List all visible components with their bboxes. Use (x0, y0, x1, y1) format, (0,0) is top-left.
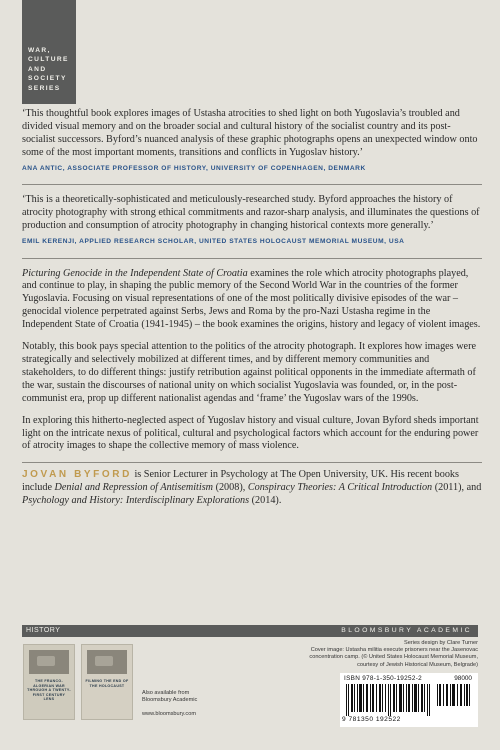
blurb-paragraph: Notably, this book pays special attention to the politics of the atrocity photograph. It explores how images were strategically and selectively mobilized at different times, and by different memory communities and stakeholders, to do different things: justify retribution against political opponents in the immediate aftermath of the war, sustain the discourses of national unity on which socialist Yugoslavia was founded, or, in the post-communist era, prop up different nationalist agendas and ‘frame’ the Yugoslav wars of the 1990s. (22, 341, 476, 404)
credit-line: concentration camp. (© United States Holocaust Memorial Museum, (309, 654, 478, 661)
blurb-paragraph (22, 268, 482, 333)
bio-book: Denial and Repression of Antisemitism (54, 482, 214, 494)
blurb-paragraph: In exploring this hitherto-neglected aspect of Yugoslav history and visual culture, Jovan Byford sheds important light on the intricate nexus of political, cultural and psychological factors which account for the enduring power of atrocity images to shape the collective memory of mass violence. (22, 414, 479, 452)
related-book-title: THE FRANCO-ALGERIAN WAR THROUGH A TWENTY-FIRST CENTURY LENS (27, 679, 71, 702)
endorsement-quote: ‘This thoughtful book explores images of Ustasha atrocities to shed light on both Yugoslavia’s troubled and divided visual memory and on the broader social and cultural history of the socialist country and its post-socialist successors. Byford’s nuanced analysis of these graphic photographs opens an unexpected window onto some of the most important moments, transitions and conflicts in Yugoslav history.’ (22, 108, 478, 158)
series-line: SOCIETY (28, 75, 67, 83)
price-barcode-graphic (437, 684, 471, 706)
series-label (22, 0, 76, 104)
credit-line: Cover image: Ustasha militia execute prisoners near the Jasenovac (310, 647, 478, 654)
back-cover-text (22, 108, 482, 517)
series-line: SERIES (28, 84, 61, 92)
blurb-text: examines the role which atrocity photographs played, and continue to play, in shaping the public memory of the Second World War in the countries of the former Yugoslavia. Focusing on visual representations of one of the most politically divisive episodes of the war – genocidal violence perpetrated against Serbs, Jews and Roma by the pro-Nazi Ustasha regime in the Independent State of Croatia (1941-1945) – the book examines the origins, history and legacy of violent images. (22, 267, 481, 331)
barcode-digits: 9 781350 192522 (342, 716, 401, 723)
author-bio (22, 469, 482, 508)
divider (22, 462, 482, 463)
bio-book: Psychology and History: Interdisciplinary Explorations (22, 495, 250, 507)
cover-photo (29, 650, 69, 674)
bio-book: Conspiracy Theories: A Critical Introduction (247, 482, 433, 494)
divider (22, 184, 482, 185)
price-code: 98000 (454, 675, 472, 682)
cover-photo (87, 650, 127, 674)
barcode-graphic (346, 684, 432, 716)
book-title: Picturing Genocide in the Independent State of Croatia (22, 267, 248, 279)
category-label: HISTORY (26, 627, 61, 634)
category-bar (22, 625, 478, 637)
series-line: CULTURE (28, 56, 69, 64)
bio-text: (2011), and (432, 482, 482, 494)
endorsement-attribution: EMIL KERENJI, APPLIED RESEARCH SCHOLAR, UNITED STATES HOLOCAUST MEMORIAL MUSEUM, USA (22, 237, 405, 245)
cover-credits (278, 640, 478, 669)
also-available-line: Also available from (142, 690, 190, 696)
related-book-cover (82, 645, 132, 719)
related-book-title: FILMING THE END OF THE HOLOCAUST (85, 679, 129, 688)
related-book-cover (24, 645, 74, 719)
publisher-name: BLOOMSBURY ACADEMIC (341, 627, 472, 634)
credit-line: courtesy of Jewish Historical Museum, Belgrade) (357, 661, 478, 668)
series-line: AND (28, 65, 47, 73)
also-available (142, 690, 197, 718)
also-available-line: Bloomsbury Academic (142, 697, 198, 704)
isbn-text: ISBN 978-1-350-19252-2 (344, 675, 423, 682)
bio-text: (2014). (249, 495, 282, 507)
endorsement-attribution: ANA ANTIC, ASSOCIATE PROFESSOR OF HISTORY, UNIVERSITY OF COPENHAGEN, DENMARK (22, 164, 366, 172)
publisher-url: www.bloomsbury.com (142, 710, 196, 717)
barcode-panel (340, 673, 478, 727)
credit-line: Series design by Clare Turner (404, 640, 478, 646)
series-line: WAR, (28, 47, 51, 54)
divider (22, 258, 482, 259)
endorsement-quote: ‘This is a theoretically-sophisticated and meticulously-researched study. Byford approaches the history of atrocity photography with strong ethical commitments and razor-sharp analysis, and illuminates the questions of production and consumption of atrocity photography in changing historical contexts more generally.’ (22, 194, 480, 232)
author-name: JOVAN BYFORD (22, 469, 132, 481)
bio-text: (2008), (213, 482, 248, 494)
bio-text: is Senior Lecturer in Psychology at The Open University, UK. His recent books include (22, 469, 459, 494)
